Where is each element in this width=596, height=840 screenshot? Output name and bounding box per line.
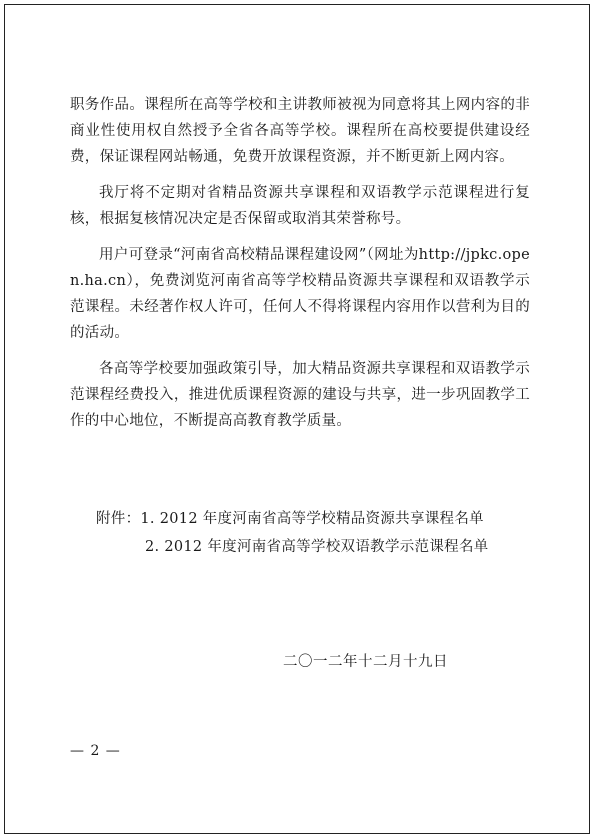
page-number: — 2 — (70, 743, 121, 759)
paragraph-1: 职务作品。课程所在高等学校和主讲教师被视为同意将其上网内容的非商业性使用权自然授予全省各高等学校。课程所在高校要提供建设经费，保证课程网站畅通，免费开放课程资源，并不断更新上网内容。 (70, 97, 530, 165)
attachment-item-2: 2. 2012 年度河南省高等学校双语教学示范课程名单 (145, 539, 489, 555)
document-body (70, 92, 530, 444)
attachments-list (96, 505, 536, 561)
attachment-item-1: 附件：1. 2012 年度河南省高等学校精品资源共享课程名单 (96, 511, 484, 527)
issue-date: 二〇一二年十二月十九日 (283, 654, 448, 670)
paragraph-3: 用户可登录“河南省高校精品课程建设网”（网址为http://jpkc.open.ha.cn），免费浏览河南省高等学校精品资源共享课程和双语教学示范课程。未经著作权人许可，任何人不得将课程内容用作以营利为目的的活动。 (70, 247, 530, 341)
paragraph-2: 我厅将不定期对省精品资源共享课程和双语教学示范课程进行复核，根据复核情况决定是否保留或取消其荣誉称号。 (70, 185, 530, 227)
paragraph-4: 各高等学校要加强政策引导，加大精品资源共享课程和双语教学示范课程经费投入，推进优质课程资源的建设与共享，进一步巩固教学工作的中心地位，不断提高高教育教学质量。 (70, 361, 530, 429)
